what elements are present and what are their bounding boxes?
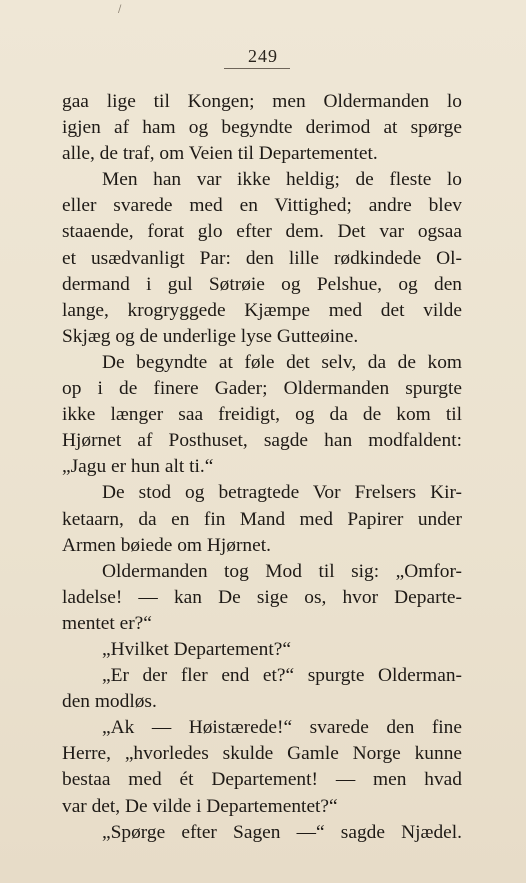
text-line: var det, De vilde i Departementet?“ [62,795,338,817]
text-line: „Hvilket Departement?“ [102,638,291,660]
text-line: dermand i gul Søtrøie og Pelshue, og den [62,273,462,295]
text-line: staaende, forat glo efter dem. Det var ogsaa [62,221,462,243]
text-line: Men han var ikke heldig; de fleste lo [102,169,462,191]
header-rule [224,68,290,69]
text-line: „Ak — Høistærede!“ svarede den fine [102,717,462,739]
text-line: ikke længer saa freidigt, og da de kom til [62,404,462,426]
text-line: gaa lige til Kongen; men Oldermanden lo [62,91,462,112]
text-line: De begyndte at føle det selv, da de kom [102,351,462,373]
page-number: 249 [248,46,278,66]
text-line: Skjæg og de underlige lyse Gutteøine. [62,325,359,347]
text-line: „Er der fler end et?“ spurgte Olderman- [102,665,462,687]
text-line: Oldermanden tog Mod til sig: „Omfor- [102,560,462,582]
text-line: lange, krogryggede Kjæmpe med det vilde [62,299,462,321]
paper-speck: / [118,4,122,15]
text-line: „Spørge efter Sagen —“ sagde Njædel. [102,821,462,843]
text-line: Hjørnet af Posthuset, sagde han modfaldent: [62,430,462,452]
text-line: Herre, „hvorledes skulde Gamle Norge kunne [62,743,462,765]
text-line: op i de finere Gader; Oldermanden spurgte [62,378,462,400]
text-line: mentet er?“ [62,612,152,634]
text-line: „Jagu er hun alt ti.“ [62,456,214,478]
body-text [62,89,462,846]
text-line: eller svarede med en Vittighed; andre blev [62,195,462,217]
text-line: igjen af ham og begyndte derimod at spørge [62,117,462,139]
text-line: alle, de traf, om Veien til Departementet. [62,143,378,165]
text-line: bestaa med ét Departement! — men hvad [62,769,462,791]
text-line: Armen bøiede om Hjørnet. [62,534,271,556]
text-line: ladelse! — kan De sige os, hvor Departe- [62,586,462,608]
text-line: De stod og betragtede Vor Frelsers Kir- [102,482,462,504]
text-line: ketaarn, da en fin Mand med Papirer under [62,508,462,530]
text-line: den modløs. [62,691,157,713]
text-line: et usædvanligt Par: den lille rødkindede Ol- [62,247,462,269]
